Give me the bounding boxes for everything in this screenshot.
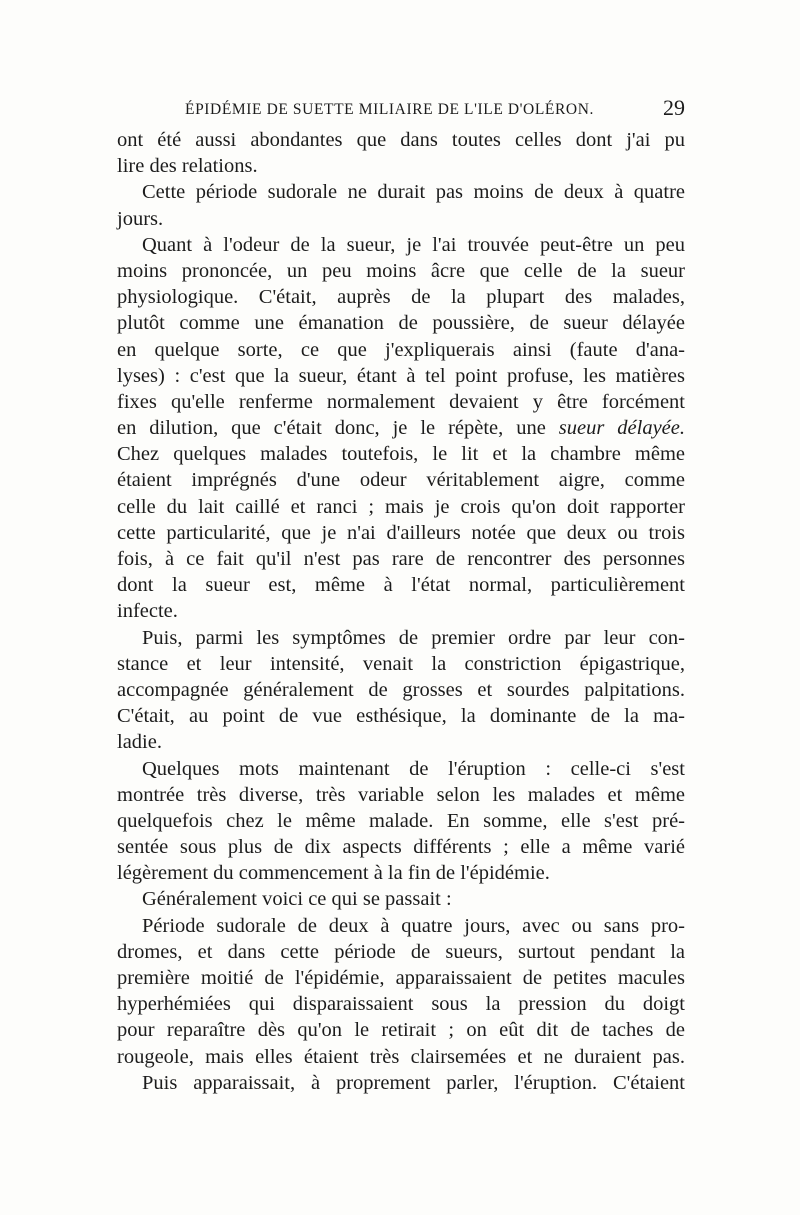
text-line [117,677,685,703]
text-line [117,127,685,153]
text-line [117,572,685,598]
text-line-content: dromes, et dans cette période de sueurs, surtout pendant la [117,940,685,963]
text-line [117,782,685,808]
text-line-content: étaient imprégnés d'une odeur véritablement aigre, comme [117,469,685,492]
text-line-content: en quelque sorte, ce que j'expliquerais ainsi (faute d'ana- [117,338,685,361]
text-line [117,860,685,886]
text-line [117,467,685,493]
running-title: ÉPIDÉMIE DE SUETTE MILIAIRE DE L'ILE D'OLÉRON. [185,101,594,118]
text-line-content: cette particularité, que je n'ai d'ailleurs notée que deux ou trois [117,521,685,544]
text-line-content: rougeole, mais elles étaient très clairsemées et ne duraient pas. [117,1045,685,1068]
text-line-content: Puis apparaissait, à proprement parler, l'éruption. C'étaient [142,1071,685,1094]
text-line-content: hyperhémiées qui disparaissaient sous la pression du doigt [117,993,685,1016]
text-line-content: Période sudorale de deux à quatre jours, avec ou sans pro- [142,914,685,937]
text-line [117,1044,685,1070]
text-line [117,363,685,389]
text-line-content: Puis, parmi les symptômes de premier ordre par leur con- [142,626,685,649]
text-line [117,206,685,232]
text-line [117,625,685,651]
text-line-content: Chez quelques malades toutefois, le lit et la chambre même [117,443,685,466]
text-line [117,939,685,965]
text-line [117,834,685,860]
text-line [117,179,685,205]
text-line [117,886,685,912]
text-line-content: dont la sueur est, même à l'état normal, particulièrement [117,574,685,597]
text-line-content: Généralement voici ce qui se passait : [142,888,452,911]
text-line-content: première moitié de l'épidémie, apparaissaient de petites macules [117,967,685,989]
text-line [117,284,685,310]
text-line [117,991,685,1017]
text-line-content: fixes qu'elle renferme normalement devaient y être forcément [117,390,685,413]
text-line [117,703,685,729]
text-line [117,520,685,546]
text-line [117,651,685,677]
body-text [117,127,685,1096]
text-line [117,1070,685,1096]
text-line [117,913,685,939]
text-line-content: infecte. [117,600,178,623]
text-line [117,729,685,755]
text-line-content: pour reparaître dès qu'on le retirait ; on eût dit de taches de [117,1019,685,1042]
text-line [117,756,685,782]
running-head [117,95,685,125]
text-line-content: Quant à l'odeur de la sueur, je l'ai trouvée peut-être un peu [142,233,685,256]
text-line-content: celle du lait caillé et ranci ; mais je crois qu'on doit rapporter [117,495,685,518]
text-line-content: sentée sous plus de dix aspects différents ; elle a même varié [117,836,685,859]
text-line [117,337,685,363]
text-line [117,232,685,258]
text-line-content: ladie. [117,731,162,754]
text-line [117,258,685,284]
text-line-content: fois, à ce fait qu'il n'est pas rare de rencontrer des personnes [117,548,685,570]
text-line [117,546,685,572]
text-line-content: en dilution, que c'était donc, je le répète, une [117,417,546,440]
text-line [117,494,685,520]
text-line-content: C'était, au point de vue esthésique, la dominante de la ma- [117,705,685,728]
text-line-content: lire des relations. [117,155,258,178]
text-line [117,389,685,415]
text-line-content: Quelques mots maintenant de l'éruption : celle-ci s'est [142,757,685,780]
text-line-content: stance et leur intensité, venait la constriction épigastrique, [117,652,685,675]
text-line [117,965,685,991]
text-line-content: jours. [117,207,164,230]
text-line [117,310,685,336]
page-number: 29 [663,95,685,120]
text-line [117,598,685,624]
text-line-content: montrée très diverse, très variable selon les malades et même [117,783,685,806]
text-line [117,441,685,467]
text-line-content: physiologique. C'était, auprès de la plupart des malades, [117,286,685,309]
text-line-content: quelquefois chez le même malade. En somme, elle s'est pré- [117,809,685,832]
text-line [117,415,685,441]
text-line [117,808,685,834]
italic-phrase: sueur délayée. [558,417,685,440]
text-line-content: légèrement du commencement à la fin de l'épidémie. [117,862,550,885]
text-line-content: lyses) : c'est que la sueur, étant à tel point profuse, les matières [117,364,685,387]
text-line-content: ont été aussi abondantes que dans toutes celles dont j'ai pu [117,129,685,151]
text-line-content: plutôt comme une émanation de poussière, de sueur délayée [117,312,685,335]
text-line-content: accompagnée généralement de grosses et sourdes palpitations. [117,678,685,701]
text-line [117,153,685,179]
text-line-content: moins prononcée, un peu moins âcre que celle de la sueur [117,259,685,282]
text-line-content: Cette période sudorale ne durait pas moins de deux à quatre [142,181,685,204]
text-line [117,1017,685,1043]
